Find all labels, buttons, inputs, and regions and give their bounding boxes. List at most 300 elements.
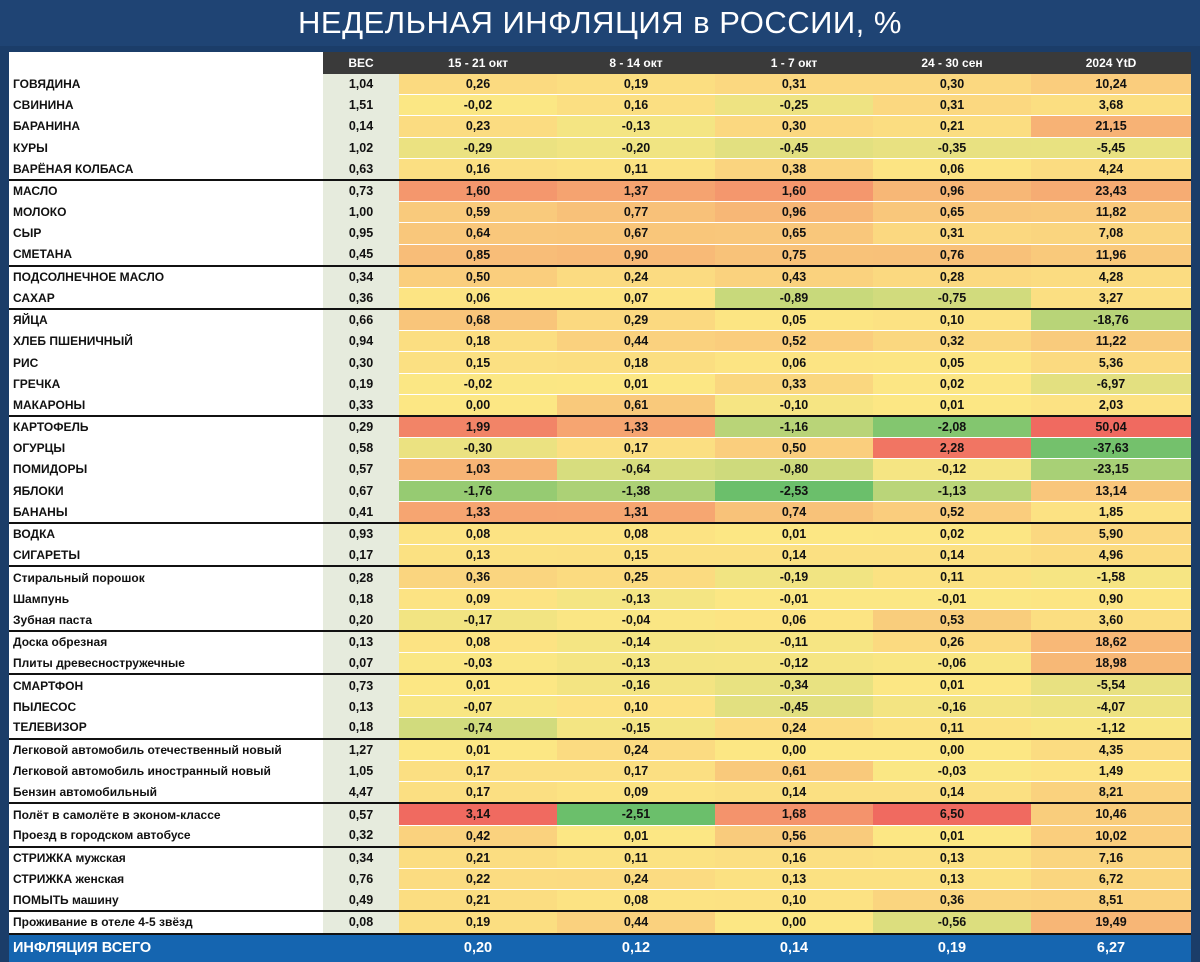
row-label: КУРЫ: [9, 137, 323, 158]
week-cell: 0,31: [873, 223, 1031, 244]
week-cell: 0,10: [557, 696, 715, 717]
ytd-cell: 50,04: [1031, 416, 1191, 438]
weight-cell: 0,33: [323, 394, 399, 416]
week-cell: 0,24: [557, 266, 715, 288]
weight-cell: 1,02: [323, 137, 399, 158]
week-cell: -0,29: [399, 137, 557, 158]
week-cell: 0,96: [873, 180, 1031, 202]
table-row: [9, 202, 1191, 223]
week-cell: 0,08: [399, 631, 557, 653]
week-cell: 0,02: [873, 523, 1031, 545]
weight-cell: 0,14: [323, 116, 399, 137]
ytd-cell: -1,58: [1031, 566, 1191, 588]
weight-cell: 0,20: [323, 609, 399, 631]
week-cell: 0,01: [557, 373, 715, 394]
week-cell: 1,31: [557, 501, 715, 523]
week-cell: 0,00: [715, 911, 873, 933]
weight-cell: 0,30: [323, 352, 399, 373]
week-cell: 0,07: [557, 287, 715, 309]
week-cell: -0,13: [557, 653, 715, 675]
row-label: МАКАРОНЫ: [9, 394, 323, 416]
table-row: [9, 501, 1191, 523]
row-label: ВОДКА: [9, 523, 323, 545]
weight-cell: 0,57: [323, 803, 399, 825]
week-cell: -0,45: [715, 696, 873, 717]
week-cell: -0,35: [873, 137, 1031, 158]
ytd-cell: 8,21: [1031, 782, 1191, 804]
week-cell: 0,43: [715, 266, 873, 288]
weight-cell: 0,13: [323, 631, 399, 653]
week-cell: -0,01: [873, 588, 1031, 609]
week-cell: 0,90: [557, 244, 715, 266]
weight-cell: 0,41: [323, 501, 399, 523]
week-cell: 0,06: [715, 609, 873, 631]
table-row: [9, 653, 1191, 675]
weight-cell: 0,49: [323, 890, 399, 912]
row-label: БАНАНЫ: [9, 501, 323, 523]
week-cell: -2,53: [715, 480, 873, 501]
ytd-cell: -5,54: [1031, 674, 1191, 696]
week-cell: 2,28: [873, 438, 1031, 459]
week-cell: -0,15: [557, 717, 715, 739]
ytd-cell: 3,60: [1031, 609, 1191, 631]
week-cell: 0,18: [557, 352, 715, 373]
week-cell: 0,38: [715, 158, 873, 180]
week-cell: 0,01: [399, 739, 557, 761]
ytd-cell: -5,45: [1031, 137, 1191, 158]
week-cell: 1,03: [399, 459, 557, 480]
week-cell: 0,20: [399, 934, 557, 962]
week-cell: 0,15: [557, 545, 715, 567]
week-cell: -0,16: [557, 674, 715, 696]
ytd-cell: 2,03: [1031, 394, 1191, 416]
week-cell: -1,16: [715, 416, 873, 438]
ytd-cell: 6,27: [1031, 934, 1191, 962]
week-cell: 0,14: [873, 782, 1031, 804]
week-cell: -0,45: [715, 137, 873, 158]
week-cell: 0,08: [557, 523, 715, 545]
week-cell: 0,30: [873, 74, 1031, 95]
weight-cell: 1,05: [323, 761, 399, 782]
week-cell: 0,01: [873, 394, 1031, 416]
table-row: [9, 609, 1191, 631]
week-cell: 0,09: [399, 588, 557, 609]
week-cell: 0,16: [557, 95, 715, 116]
row-label: ХЛЕБ ПШЕНИЧНЫЙ: [9, 331, 323, 352]
week-cell: 0,65: [873, 202, 1031, 223]
row-label: Плиты древесностружечные: [9, 653, 323, 675]
week-cell: -0,13: [557, 116, 715, 137]
table-row: [9, 352, 1191, 373]
weight-cell: 0,93: [323, 523, 399, 545]
week-cell: 0,06: [715, 352, 873, 373]
row-label: ВАРЁНАЯ КОЛБАСА: [9, 158, 323, 180]
weight-cell: 0,36: [323, 287, 399, 309]
row-label: ПОДСОЛНЕЧНОЕ МАСЛО: [9, 266, 323, 288]
weight-cell: 1,04: [323, 74, 399, 95]
week-cell: 0,17: [557, 761, 715, 782]
week-cell: -0,03: [399, 653, 557, 675]
week-cell: 0,23: [399, 116, 557, 137]
table-row: [9, 438, 1191, 459]
table-row: [9, 459, 1191, 480]
week-cell: -0,34: [715, 674, 873, 696]
ytd-cell: 1,49: [1031, 761, 1191, 782]
table-row: [9, 523, 1191, 545]
ytd-cell: 4,96: [1031, 545, 1191, 567]
ytd-cell: 3,27: [1031, 287, 1191, 309]
table-row: [9, 116, 1191, 137]
row-label: СЫР: [9, 223, 323, 244]
week-cell: -0,64: [557, 459, 715, 480]
week-cell: 0,61: [715, 761, 873, 782]
row-label: КАРТОФЕЛЬ: [9, 416, 323, 438]
week-cell: -0,03: [873, 761, 1031, 782]
week-cell: 0,61: [557, 394, 715, 416]
ytd-cell: -37,63: [1031, 438, 1191, 459]
table-row: [9, 890, 1191, 912]
week-cell: -0,06: [873, 653, 1031, 675]
week-cell: 0,18: [399, 331, 557, 352]
week-cell: -1,76: [399, 480, 557, 501]
ytd-cell: 21,15: [1031, 116, 1191, 137]
week-cell: 0,44: [557, 911, 715, 933]
week-cell: -0,20: [557, 137, 715, 158]
row-label: САХАР: [9, 287, 323, 309]
row-label: Проживание в отеле 4-5 звёзд: [9, 911, 323, 933]
week-cell: 0,96: [715, 202, 873, 223]
week-cell: 0,01: [873, 674, 1031, 696]
row-label: Проезд в городском автобусе: [9, 825, 323, 847]
ytd-cell: -23,15: [1031, 459, 1191, 480]
week-cell: -0,01: [715, 588, 873, 609]
row-label: СМЕТАНА: [9, 244, 323, 266]
week-cell: 0,02: [873, 373, 1031, 394]
week-cell: -0,19: [715, 566, 873, 588]
row-label: ГРЕЧКА: [9, 373, 323, 394]
row-label: ТЕЛЕВИЗОР: [9, 717, 323, 739]
row-label: ИНФЛЯЦИЯ ВСЕГО: [9, 934, 323, 962]
week-cell: 0,14: [715, 545, 873, 567]
week-cell: 0,26: [873, 631, 1031, 653]
table-row: [9, 717, 1191, 739]
table-row: [9, 287, 1191, 309]
ytd-cell: -6,97: [1031, 373, 1191, 394]
week-cell: 0,08: [399, 523, 557, 545]
week-cell: 1,68: [715, 803, 873, 825]
week-cell: 0,13: [873, 868, 1031, 889]
table-row: [9, 545, 1191, 567]
week-cell: 0,01: [873, 825, 1031, 847]
weight-cell: 0,76: [323, 868, 399, 889]
weight-cell: 0,29: [323, 416, 399, 438]
table-row: [9, 696, 1191, 717]
week-cell: -0,89: [715, 287, 873, 309]
week-cell: -0,12: [715, 653, 873, 675]
week-cell: 0,21: [399, 847, 557, 869]
table-row: [9, 588, 1191, 609]
week-cell: 0,12: [557, 934, 715, 962]
week-cell: 0,17: [399, 761, 557, 782]
weight-cell: 0,17: [323, 545, 399, 567]
week-cell: 0,17: [557, 438, 715, 459]
row-label: ПЫЛЕСОС: [9, 696, 323, 717]
weight-cell: 0,45: [323, 244, 399, 266]
weight-cell: 0,73: [323, 180, 399, 202]
week-cell: 0,33: [715, 373, 873, 394]
ytd-cell: 6,72: [1031, 868, 1191, 889]
ytd-cell: 5,36: [1031, 352, 1191, 373]
weight-cell: 0,73: [323, 674, 399, 696]
weight-cell: 4,47: [323, 782, 399, 804]
ytd-cell: 10,02: [1031, 825, 1191, 847]
ytd-cell: 7,16: [1031, 847, 1191, 869]
table-row: [9, 95, 1191, 116]
week-cell: 0,00: [399, 394, 557, 416]
row-label: СМАРТФОН: [9, 674, 323, 696]
week-cell: 0,36: [399, 566, 557, 588]
row-label: СТРИЖКА женская: [9, 868, 323, 889]
ytd-cell: -4,07: [1031, 696, 1191, 717]
table-row: [9, 803, 1191, 825]
row-label: ЯБЛОКИ: [9, 480, 323, 501]
week-cell: -0,75: [873, 287, 1031, 309]
header-row: [9, 52, 1191, 74]
weight-cell: 0,28: [323, 566, 399, 588]
week-cell: 0,06: [873, 158, 1031, 180]
weight-cell: 0,18: [323, 588, 399, 609]
inflation-heatmap-table: [9, 52, 1191, 956]
week-cell: 0,00: [873, 739, 1031, 761]
week-cell: 1,33: [557, 416, 715, 438]
row-label: Легковой автомобиль отечественный новый: [9, 739, 323, 761]
week-cell: 0,16: [715, 847, 873, 869]
week-cell: -0,10: [715, 394, 873, 416]
row-label: Зубная паста: [9, 609, 323, 631]
week-cell: -0,11: [715, 631, 873, 653]
week-cell: 0,26: [399, 74, 557, 95]
week-cell: 6,50: [873, 803, 1031, 825]
week-cell: 0,13: [873, 847, 1031, 869]
week-cell: 0,44: [557, 331, 715, 352]
week-cell: 0,01: [399, 674, 557, 696]
column-header: ВЕС: [323, 52, 399, 74]
week-cell: 0,16: [399, 158, 557, 180]
row-label: Стиральный порошок: [9, 566, 323, 588]
week-cell: 0,64: [399, 223, 557, 244]
week-cell: 1,99: [399, 416, 557, 438]
weight-cell: 0,94: [323, 331, 399, 352]
ytd-cell: 1,85: [1031, 501, 1191, 523]
table-row: [9, 331, 1191, 352]
week-cell: 0,29: [557, 309, 715, 331]
week-cell: 0,74: [715, 501, 873, 523]
table-row: [9, 782, 1191, 804]
weight-cell: 0,63: [323, 158, 399, 180]
table-row: [9, 309, 1191, 331]
ytd-cell: -18,76: [1031, 309, 1191, 331]
table-row: [9, 394, 1191, 416]
week-cell: 0,10: [873, 309, 1031, 331]
table-row: [9, 566, 1191, 588]
week-cell: 0,10: [715, 890, 873, 912]
row-label: ПОМИДОРЫ: [9, 459, 323, 480]
ytd-cell: 13,14: [1031, 480, 1191, 501]
week-cell: 0,32: [873, 331, 1031, 352]
ytd-cell: 18,62: [1031, 631, 1191, 653]
table-row: [9, 158, 1191, 180]
week-cell: 0,01: [715, 523, 873, 545]
ytd-cell: 0,90: [1031, 588, 1191, 609]
week-cell: 0,42: [399, 825, 557, 847]
week-cell: 0,01: [557, 825, 715, 847]
week-cell: 0,50: [715, 438, 873, 459]
column-header: 2024 YtD: [1031, 52, 1191, 74]
week-cell: 0,28: [873, 266, 1031, 288]
weight-cell: 0,66: [323, 309, 399, 331]
weight-cell: 0,32: [323, 825, 399, 847]
ytd-cell: 4,35: [1031, 739, 1191, 761]
week-cell: -0,12: [873, 459, 1031, 480]
week-cell: 1,37: [557, 180, 715, 202]
row-label: ПОМЫТЬ машину: [9, 890, 323, 912]
week-cell: -2,08: [873, 416, 1031, 438]
week-cell: 0,36: [873, 890, 1031, 912]
table-row: [9, 847, 1191, 869]
ytd-cell: 11,96: [1031, 244, 1191, 266]
week-cell: 0,67: [557, 223, 715, 244]
week-cell: 0,65: [715, 223, 873, 244]
weight-cell: 0,13: [323, 696, 399, 717]
week-cell: 0,13: [399, 545, 557, 567]
ytd-cell: 7,08: [1031, 223, 1191, 244]
week-cell: 0,19: [399, 911, 557, 933]
ytd-cell: 11,82: [1031, 202, 1191, 223]
row-label: МОЛОКО: [9, 202, 323, 223]
column-header: 1 - 7 окт: [715, 52, 873, 74]
table-row: [9, 480, 1191, 501]
week-cell: -0,14: [557, 631, 715, 653]
weight-cell: 0,57: [323, 459, 399, 480]
column-header: 15 - 21 окт: [399, 52, 557, 74]
row-label: СВИНИНА: [9, 95, 323, 116]
table-row: [9, 674, 1191, 696]
page-title: НЕДЕЛЬНАЯ ИНФЛЯЦИЯ в РОССИИ, %: [0, 0, 1200, 46]
row-label: ОГУРЦЫ: [9, 438, 323, 459]
week-cell: 0,85: [399, 244, 557, 266]
week-cell: 0,31: [873, 95, 1031, 116]
table-row: [9, 137, 1191, 158]
week-cell: -0,07: [399, 696, 557, 717]
row-label: Полёт в самолёте в эконом-классе: [9, 803, 323, 825]
ytd-cell: 23,43: [1031, 180, 1191, 202]
row-label: Легковой автомобиль иностранный новый: [9, 761, 323, 782]
week-cell: -0,13: [557, 588, 715, 609]
ytd-cell: 4,28: [1031, 266, 1191, 288]
weight-cell: 1,51: [323, 95, 399, 116]
week-cell: 0,21: [399, 890, 557, 912]
weight-cell: 1,27: [323, 739, 399, 761]
ytd-cell: 5,90: [1031, 523, 1191, 545]
week-cell: 0,30: [715, 116, 873, 137]
week-cell: 0,24: [557, 868, 715, 889]
weight-cell: 0,08: [323, 911, 399, 933]
week-cell: 0,75: [715, 244, 873, 266]
table-row: [9, 761, 1191, 782]
week-cell: 0,14: [715, 934, 873, 962]
week-cell: 0,19: [557, 74, 715, 95]
week-cell: 0,11: [557, 847, 715, 869]
week-cell: 0,19: [873, 934, 1031, 962]
week-cell: -0,25: [715, 95, 873, 116]
week-cell: 0,05: [873, 352, 1031, 373]
weight-cell: 0,34: [323, 266, 399, 288]
row-label: МАСЛО: [9, 180, 323, 202]
week-cell: -1,38: [557, 480, 715, 501]
week-cell: 0,31: [715, 74, 873, 95]
week-cell: 0,00: [715, 739, 873, 761]
week-cell: -0,74: [399, 717, 557, 739]
week-cell: 0,11: [873, 717, 1031, 739]
table-row: [9, 631, 1191, 653]
week-cell: 0,53: [873, 609, 1031, 631]
ytd-cell: 4,24: [1031, 158, 1191, 180]
week-cell: -2,51: [557, 803, 715, 825]
week-cell: 0,06: [399, 287, 557, 309]
week-cell: 0,50: [399, 266, 557, 288]
header-blank: [9, 52, 323, 74]
ytd-cell: -1,12: [1031, 717, 1191, 739]
week-cell: 0,77: [557, 202, 715, 223]
week-cell: 1,60: [399, 180, 557, 202]
week-cell: 3,14: [399, 803, 557, 825]
table-row: [9, 74, 1191, 95]
table-row: [9, 739, 1191, 761]
week-cell: 0,68: [399, 309, 557, 331]
week-cell: 0,76: [873, 244, 1031, 266]
week-cell: -0,56: [873, 911, 1031, 933]
table-row: [9, 911, 1191, 933]
week-cell: -0,04: [557, 609, 715, 631]
week-cell: 0,56: [715, 825, 873, 847]
ytd-cell: 3,68: [1031, 95, 1191, 116]
weight-cell: [323, 934, 399, 962]
week-cell: 0,22: [399, 868, 557, 889]
weight-cell: 0,19: [323, 373, 399, 394]
week-cell: 0,14: [873, 545, 1031, 567]
weight-cell: 0,95: [323, 223, 399, 244]
table-row: [9, 825, 1191, 847]
week-cell: 0,24: [715, 717, 873, 739]
column-header: 8 - 14 окт: [557, 52, 715, 74]
ytd-cell: 10,24: [1031, 74, 1191, 95]
weight-cell: 0,18: [323, 717, 399, 739]
row-label: СТРИЖКА мужская: [9, 847, 323, 869]
week-cell: 0,59: [399, 202, 557, 223]
week-cell: -0,17: [399, 609, 557, 631]
column-header: 24 - 30 сен: [873, 52, 1031, 74]
table-row: [9, 868, 1191, 889]
week-cell: -0,02: [399, 373, 557, 394]
table-row: [9, 373, 1191, 394]
weight-cell: 0,58: [323, 438, 399, 459]
week-cell: 0,08: [557, 890, 715, 912]
week-cell: 0,21: [873, 116, 1031, 137]
weight-cell: 0,67: [323, 480, 399, 501]
week-cell: 0,24: [557, 739, 715, 761]
total-row: [9, 934, 1191, 962]
week-cell: 0,15: [399, 352, 557, 373]
